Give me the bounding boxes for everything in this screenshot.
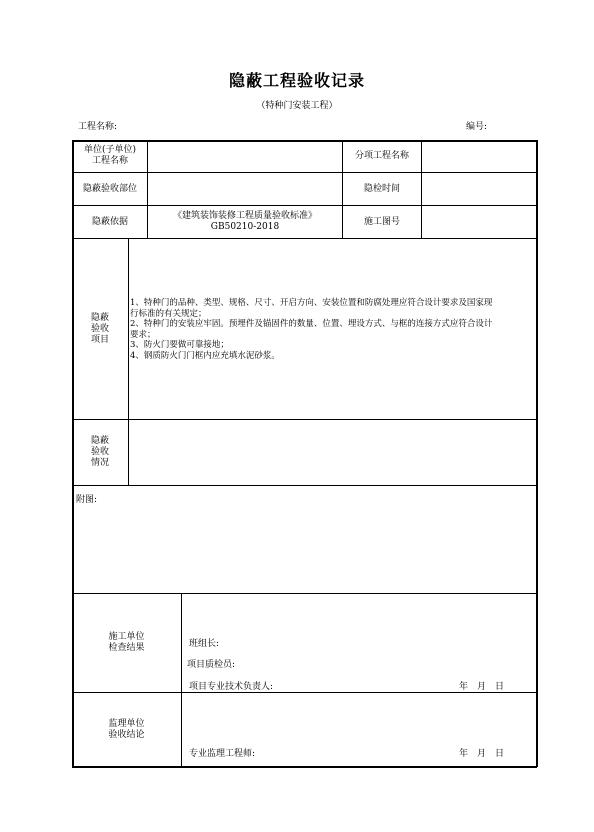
acceptance-situation-value[interactable] <box>129 420 536 485</box>
attachment-label: 附图: <box>76 495 98 505</box>
date-label: 年 月 日 <box>459 749 505 759</box>
drawing-number-label: 施工图号 <box>363 216 400 227</box>
tech-leader-label: 项目专业技术负责人: <box>189 682 274 692</box>
requirement-line: 行标准的有关规定； <box>130 308 207 319</box>
requirement-line: 1、特种门的品种、类型、规格、尺寸、开启方向、安装位置和防腐处理应符合设计要求及国家现 <box>130 298 493 308</box>
project-name-label: 工程名称: <box>78 122 118 132</box>
sub-project-name-label: 分项工程名称 <box>354 150 409 161</box>
acceptance-items-label: 隐蔽 验收 项目 <box>90 312 109 345</box>
basis-label: 隐蔽依据 <box>91 216 128 227</box>
date-label: 年 月 日 <box>459 682 505 692</box>
acceptance-situation-label: 隐蔽 验收 情况 <box>90 436 109 468</box>
requirement-line: 3、防火门要做可靠接地； <box>130 340 229 350</box>
requirement-line: 4、钢质防火门门框内应充填水泥砂浆。 <box>130 350 280 361</box>
supervision-unit-label: 监理单位 验收结论 <box>108 718 145 740</box>
serial-number-label: 编号: <box>466 122 488 132</box>
inspect-time-label: 隐检时间 <box>363 183 400 194</box>
acceptance-requirements <box>130 298 534 361</box>
requirement-line: 2、特种门的安装应牢固。预埋件及锚固件的数量、位置、埋设方式、与框的连接方式应符合设计 <box>130 319 493 329</box>
document-title: 隐蔽工程验收记录 <box>228 71 365 90</box>
supervisor-label: 专业监理工程师: <box>189 749 256 759</box>
unit-project-name-label: 单位(子单位) 工程名称 <box>83 145 137 166</box>
sub-project-name-value[interactable] <box>422 140 536 172</box>
hidden-part-value[interactable] <box>148 173 342 205</box>
construction-unit-label: 施工单位 检查结果 <box>108 632 145 653</box>
requirement-line: 要求； <box>130 329 156 340</box>
document-subtitle: （特种门安装工程） <box>256 101 338 111</box>
inspect-time-value[interactable] <box>422 173 536 205</box>
quality-inspector-label: 项目质检员: <box>187 660 236 670</box>
attachment-area[interactable] <box>73 506 536 592</box>
drawing-number-value[interactable] <box>422 206 536 238</box>
unit-project-name-value[interactable] <box>148 140 342 172</box>
basis-value: 《建筑装饰装修工程质量验收标准》 GB50210-2018 <box>172 211 317 232</box>
hidden-part-label: 隐蔽验收部位 <box>82 183 137 194</box>
team-leader-label: 班组长: <box>189 639 220 649</box>
